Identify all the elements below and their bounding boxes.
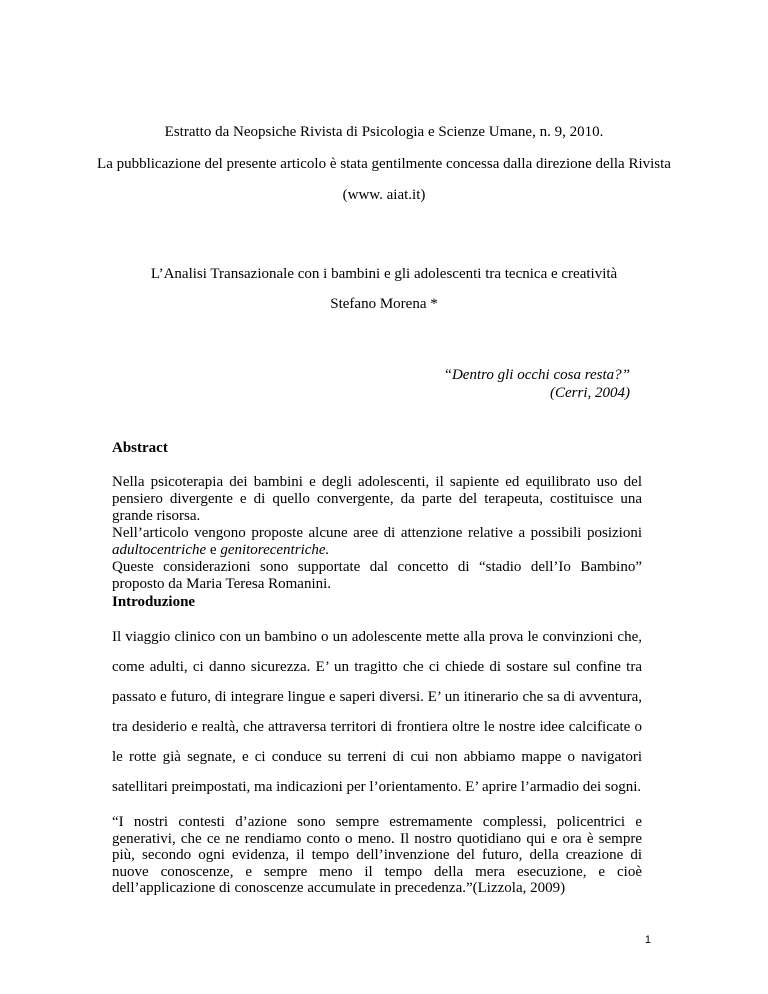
permission-line: La pubblicazione del presente articolo è stata gentilmente concessa dalla direzione della Rivista <box>97 156 671 172</box>
website-line: (www. aiat.it) <box>342 187 426 203</box>
source-line: Estratto da Neopsiche Rivista di Psicologia e Scienze Umane, n. 9, 2010. <box>164 124 604 140</box>
abstract-heading: Abstract <box>112 440 168 456</box>
intro-body <box>112 622 642 802</box>
intro-paragraph: Il viaggio clinico con un bambino o un adolescente mette alla prova le convinzioni che, come adulti, ci danno sicurezza. E’ un tragitto che ci chiede di sostare sul confine tra passato e futuro, di integrare lingue e saperi diversi. E’ un itinerario che sa di avventura, tra desiderio e realtà, che attraversa territori di frontiera oltre le nostre idee calcificate o le rotte già segnate, e ci conduce su terreni di cui non abbiamo mappe o navigatori satellitari preimpostati, ma indicazioni per l’orientamento. E’ aprire l’armadio dei sogni. <box>112 629 642 795</box>
abstract-paragraph: Nell’articolo vengono proposte alcune aree di attenzione relative a possibili posizioni adultocentriche e genitorecentriche. <box>112 525 642 558</box>
article-title: L’Analisi Transazionale con i bambini e gli adolescenti tra tecnica e creatività <box>150 266 618 282</box>
page-number: 1 <box>644 934 651 946</box>
emphasis-genitorecentriche: genitorecentriche. <box>220 542 330 558</box>
article-author: Stefano Morena * <box>330 296 438 312</box>
epigraph-source: (Cerri, 2004) <box>550 385 630 401</box>
intro-heading: Introduzione <box>112 594 196 610</box>
epigraph <box>444 366 630 402</box>
abstract-body <box>112 474 642 593</box>
epigraph-text: “Dentro gli occhi cosa resta?” <box>443 367 630 383</box>
emphasis-adultocentriche: adultocentriche <box>112 542 207 558</box>
abstract-paragraph: Nella psicoterapia dei bambini e degli adolescenti, il sapiente ed equilibrato uso del pensiero divergente e di quello convergente, da parte del terapeuta, costituisce una grande risorsa. <box>112 474 642 524</box>
citation-paragraph: “I nostri contesti d’azione sono sempre estremamente complessi, policentrici e generativi, che ce ne rendiamo conto o meno. Il nostro quotidiano qui e ora è sempre più, secondo ogni evidenza, il tempo dell’invenzione del futuro, della creazione di nuove conoscenze, e sempre meno il tempo della mera esecuzione, e cioè dell’applicazione di conoscenze accumulate in precedenza.”(Lizzola, 2009) <box>112 814 642 896</box>
intro-citation <box>112 814 642 897</box>
abstract-paragraph: Queste considerazioni sono supportate dal concetto di “stadio dell’Io Bambino” proposto da Maria Teresa Romanini. <box>112 559 642 592</box>
